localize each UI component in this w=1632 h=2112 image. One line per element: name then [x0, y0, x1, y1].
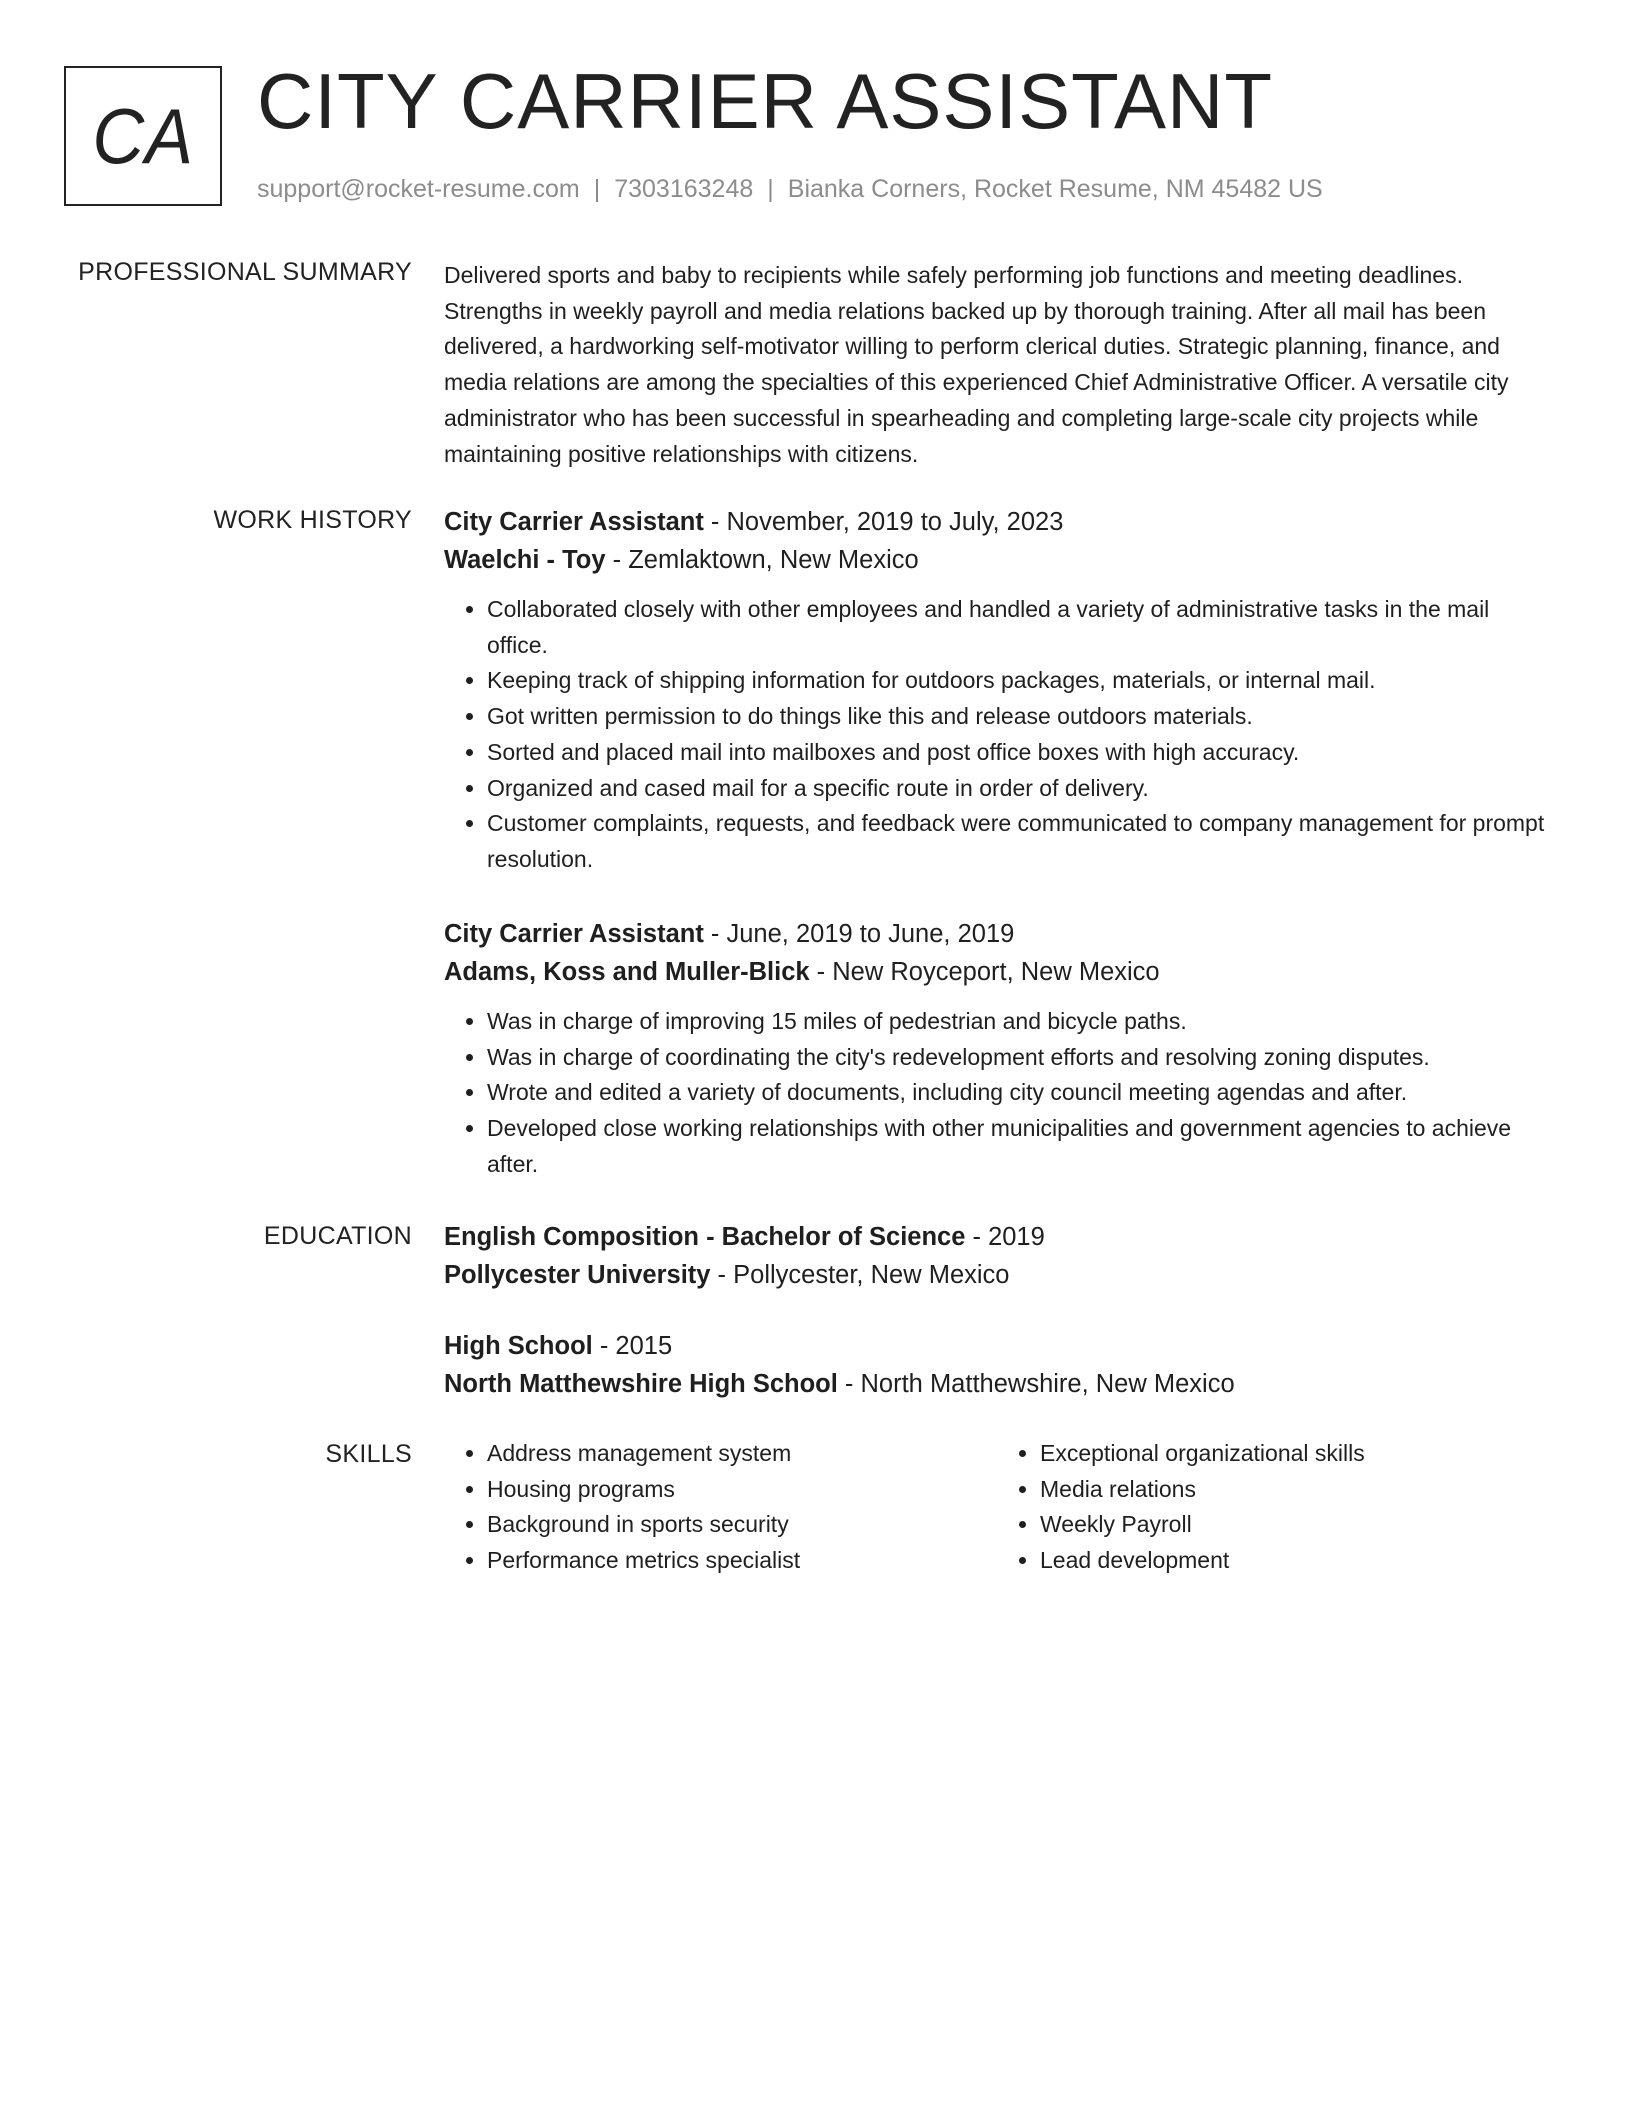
list-item: • Keeping track of shipping information for outdoors packages, materials, or internal mail. [487, 663, 1550, 699]
education-year: - 2019 [965, 1223, 1045, 1251]
section-label-skills: SKILLS [325, 1440, 412, 1468]
job-company-line [444, 541, 1550, 579]
job-entry [444, 915, 1550, 1183]
job-dates: - June, 2019 to June, 2019 [703, 920, 1015, 948]
contact-line [257, 175, 1323, 204]
skills-list-left [444, 1436, 997, 1579]
contact-address: Bianka Corners, Rocket Resume, NM 45482 US [787, 175, 1323, 203]
job-company: Waelchi - Toy [444, 546, 606, 574]
education-school-line [444, 1365, 1550, 1403]
education-degree: High School [444, 1332, 593, 1360]
summary-text: Delivered sports and baby to recipients while safely performing job functions and meeting deadlines. Strengths in weekly payroll and media relations backed up by thorough training. After all mail has been delivered, a hardworking self-motivator willing to perform clerical duties. Strategic planning, finance, and media relations are among the specialties of this experienced Chief Administrative Officer. A versatile city administrator who has been successful in spearheading and completing large-scale city projects while maintaining positive relationships with citizens. [444, 262, 1509, 467]
education-location: - Pollycester, New Mexico [710, 1261, 1010, 1289]
section-label-education: EDUCATION [263, 1222, 412, 1250]
education-location: - North Matthewshire, New Mexico [837, 1370, 1235, 1398]
job-bullets [444, 592, 1550, 878]
education-school: North Matthewshire High School [444, 1370, 838, 1398]
job-title-line [444, 503, 1550, 541]
monogram-box [64, 66, 222, 206]
list-item: • Customer complaints, requests, and feedback were communicated to company management for prompt resolution. [487, 806, 1550, 877]
list-item: • Collaborated closely with other employees and handled a variety of administrative tasks in the mail office. [487, 592, 1550, 663]
education-entry [444, 1327, 1550, 1403]
monogram-initials: CA [92, 91, 194, 180]
section-label-work: WORK HISTORY [213, 506, 412, 534]
skill-item: • Media relations [1040, 1472, 1550, 1508]
job-location: - Zemlaktown, New Mexico [605, 546, 919, 574]
job-title: City Carrier Assistant [444, 508, 704, 536]
job-dates: - November, 2019 to July, 2023 [703, 508, 1064, 536]
skill-item: • Exceptional organizational skills [1040, 1436, 1550, 1472]
job-title-line [444, 915, 1550, 953]
list-item: • Sorted and placed mail into mailboxes and post office boxes with high accuracy. [487, 735, 1550, 771]
list-item: • Organized and cased mail for a specific route in order of delivery. [487, 771, 1550, 807]
skill-item: • Weekly Payroll [1040, 1507, 1550, 1543]
list-item: • Developed close working relationships with other municipalities and government agencies to achieve after. [487, 1111, 1550, 1182]
skill-item: • Address management system [487, 1436, 997, 1472]
education-entry [444, 1218, 1550, 1294]
job-entry [444, 503, 1550, 878]
contact-separator: | [593, 175, 601, 203]
education-degree-line [444, 1327, 1550, 1365]
skill-item: • Lead development [1040, 1543, 1550, 1579]
list-item: • Wrote and edited a variety of documents, including city council meeting agendas and after. [487, 1075, 1550, 1111]
skills-list-right [997, 1436, 1550, 1579]
education-year: - 2015 [592, 1332, 673, 1360]
contact-email: support@rocket-resume.com [257, 175, 580, 203]
job-location: - New Royceport, New Mexico [809, 958, 1160, 986]
list-item: • Was in charge of improving 15 miles of pedestrian and bicycle paths. [487, 1004, 1550, 1040]
job-company-line [444, 953, 1550, 991]
skills-section [444, 1436, 1550, 1579]
section-label-summary: PROFESSIONAL SUMMARY [78, 258, 412, 286]
candidate-title: CITY CARRIER ASSISTANT [257, 57, 1273, 145]
list-item: • Was in charge of coordinating the city's redevelopment efforts and resolving zoning disputes. [487, 1040, 1550, 1076]
education-degree: English Composition - Bachelor of Science [444, 1223, 966, 1251]
contact-phone: 7303163248 [614, 175, 754, 203]
contact-separator: | [767, 175, 774, 203]
education-school: Pollycester University [444, 1261, 711, 1289]
job-title: City Carrier Assistant [444, 920, 704, 948]
job-bullets [444, 1004, 1550, 1183]
skill-item: • Background in sports security [487, 1507, 997, 1543]
summary-section [444, 258, 1550, 472]
list-item: • Got written permission to do things like this and release outdoors materials. [487, 699, 1550, 735]
education-school-line [444, 1256, 1550, 1294]
skill-item: • Housing programs [487, 1472, 997, 1508]
skill-item: • Performance metrics specialist [487, 1543, 997, 1579]
education-degree-line [444, 1218, 1550, 1256]
job-company: Adams, Koss and Muller-Blick [444, 958, 810, 986]
